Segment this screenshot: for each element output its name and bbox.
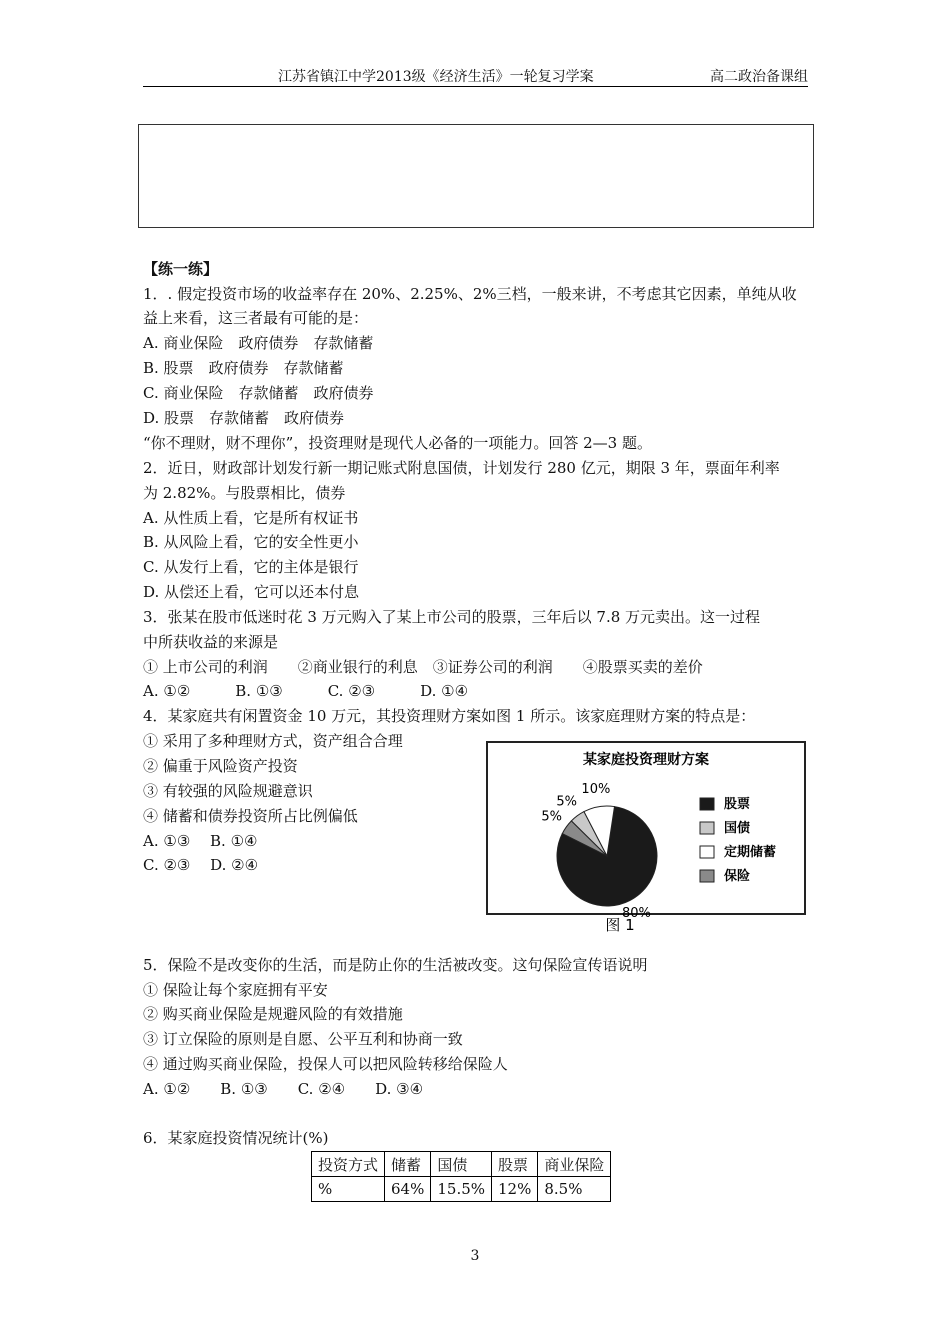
pie-value-label-2: 10%	[581, 781, 611, 797]
pie-value-label-1: 5%	[556, 794, 577, 810]
q2-option-c: C. 从发行上看，它的主体是银行	[143, 558, 359, 576]
figure-caption: 图 1	[605, 916, 635, 934]
q4-item-2: ② 偏重于风险资产投资	[143, 757, 298, 775]
table-cell: 8.5%	[538, 1177, 611, 1202]
figure-title: 某家庭投资理财方案	[583, 752, 709, 768]
legend-label-2: 定期储蓄	[724, 845, 777, 860]
q3-options: A. ①② B. ①③ C. ②③ D. ①④	[143, 682, 469, 700]
q2-stem-line1: 2．近日，财政部计划发行新一期记账式附息国债，计划发行 280 亿元，期限 3 年，票面年利率	[143, 459, 780, 477]
q3-items: ① 上市公司的利润 ②商业银行的利息 ③证券公司的利润 ④股票买卖的差价	[143, 658, 703, 676]
section-title: 【练一练】	[143, 260, 219, 278]
q5-item-3: ③ 订立保险的原则是自愿、公平互利和协商一致	[143, 1030, 463, 1048]
legend-label-3: 保险	[724, 869, 751, 884]
pie-slices	[557, 806, 657, 906]
investment-stats-table	[311, 1151, 611, 1202]
page-header	[143, 66, 808, 87]
table-header-cell: 商业保险	[538, 1152, 611, 1177]
q4-item-3: ③ 有较强的风险规避意识	[143, 782, 313, 800]
table-cell: 12%	[492, 1177, 538, 1202]
legend-swatch-2	[700, 846, 714, 858]
table-header-cell: 股票	[492, 1152, 538, 1177]
pie-value-label-3: 5%	[541, 809, 563, 825]
q5-item-2: ② 购买商业保险是规避风险的有效措施	[143, 1005, 403, 1023]
intro-q2-q3: “你不理财，财不理你”，投资理财是现代人必备的一项能力。回答 2—3 题。	[143, 434, 652, 452]
table-header-cell: 储蓄	[385, 1152, 431, 1177]
q2-option-a: A. 从性质上看，它是所有权证书	[143, 509, 359, 527]
investment-pie-figure	[462, 738, 832, 938]
table-cell: 64%	[385, 1177, 431, 1202]
table-cell: %	[312, 1177, 385, 1202]
q2-stem-line2: 为 2.82%。与股票相比，债券	[143, 484, 346, 502]
table-header-cell: 国债	[431, 1152, 492, 1177]
legend-label-0: 股票	[724, 797, 751, 812]
q1-stem-line1: 1．. 假定投资市场的收益率存在 20%、2.25%、2%三档，一般来讲，不考虑其它因素，单纯从收	[143, 285, 797, 303]
table-header-cell: 投资方式	[312, 1152, 385, 1177]
table-row	[312, 1177, 611, 1202]
q1-option-a: A. 商业保险 政府债券 存款储蓄	[143, 334, 374, 352]
q5-item-4: ④ 通过购买商业保险，投保人可以把风险转移给保险人	[143, 1055, 508, 1073]
legend-label-1: 国债	[724, 821, 751, 836]
legend-swatch-3	[700, 870, 714, 882]
page-number: 3	[470, 1248, 480, 1264]
q6-stem: 6．某家庭投资情况统计(%)	[143, 1129, 329, 1147]
header-group: 高二政治备课组	[710, 69, 808, 85]
q1-option-b: B. 股票 政府债券 存款储蓄	[143, 359, 344, 377]
pie-chart-svg	[462, 738, 832, 938]
q3-stem-line1: 3．张某在股市低迷时花 3 万元购入了某上市公司的股票，三年后以 7.8 万元卖出。这一过程	[143, 608, 761, 626]
table-cell: 15.5%	[431, 1177, 492, 1202]
q1-stem-line2: 益上来看，这三者最有可能的是：	[143, 309, 369, 327]
q2-option-d: D. 从偿还上看，它可以还本付息	[143, 583, 360, 601]
q1-option-d: D. 股票 存款储蓄 政府债券	[143, 409, 345, 427]
q4-stem: 4．某家庭共有闲置资金 10 万元，其投资理财方案如图 1 所示。该家庭理财方案的特点是：	[143, 707, 756, 725]
q5-stem: 5．保险不是改变你的生活，而是防止你的生活被改变。这句保险宣传语说明	[143, 956, 648, 974]
q1-option-c: C. 商业保险 存款储蓄 政府债券	[143, 384, 374, 402]
q2-option-b: B. 从风险上看，它的安全性更小	[143, 533, 359, 551]
legend-swatch-1	[700, 822, 714, 834]
q4-item-4: ④ 储蓄和债券投资所占比例偏低	[143, 807, 358, 825]
q5-item-1: ① 保险让每个家庭拥有平安	[143, 981, 328, 999]
header-title: 江苏省镇江中学2013级《经济生活》一轮复习学案	[278, 69, 594, 85]
q4-options-2: C. ②③ D. ②④	[143, 856, 259, 874]
q4-options-1: A. ①③ B. ①④	[143, 832, 258, 850]
table-header-row	[312, 1152, 611, 1177]
q5-options: A. ①② B. ①③ C. ②④ D. ③④	[143, 1080, 424, 1098]
pie-value-label-0: 80%	[622, 905, 651, 921]
answer-box	[138, 124, 814, 228]
legend-swatch-0	[700, 798, 714, 810]
q3-stem-line2: 中所获收益的来源是	[143, 633, 279, 651]
q4-item-1: ① 采用了多种理财方式，资产组合合理	[143, 732, 403, 750]
